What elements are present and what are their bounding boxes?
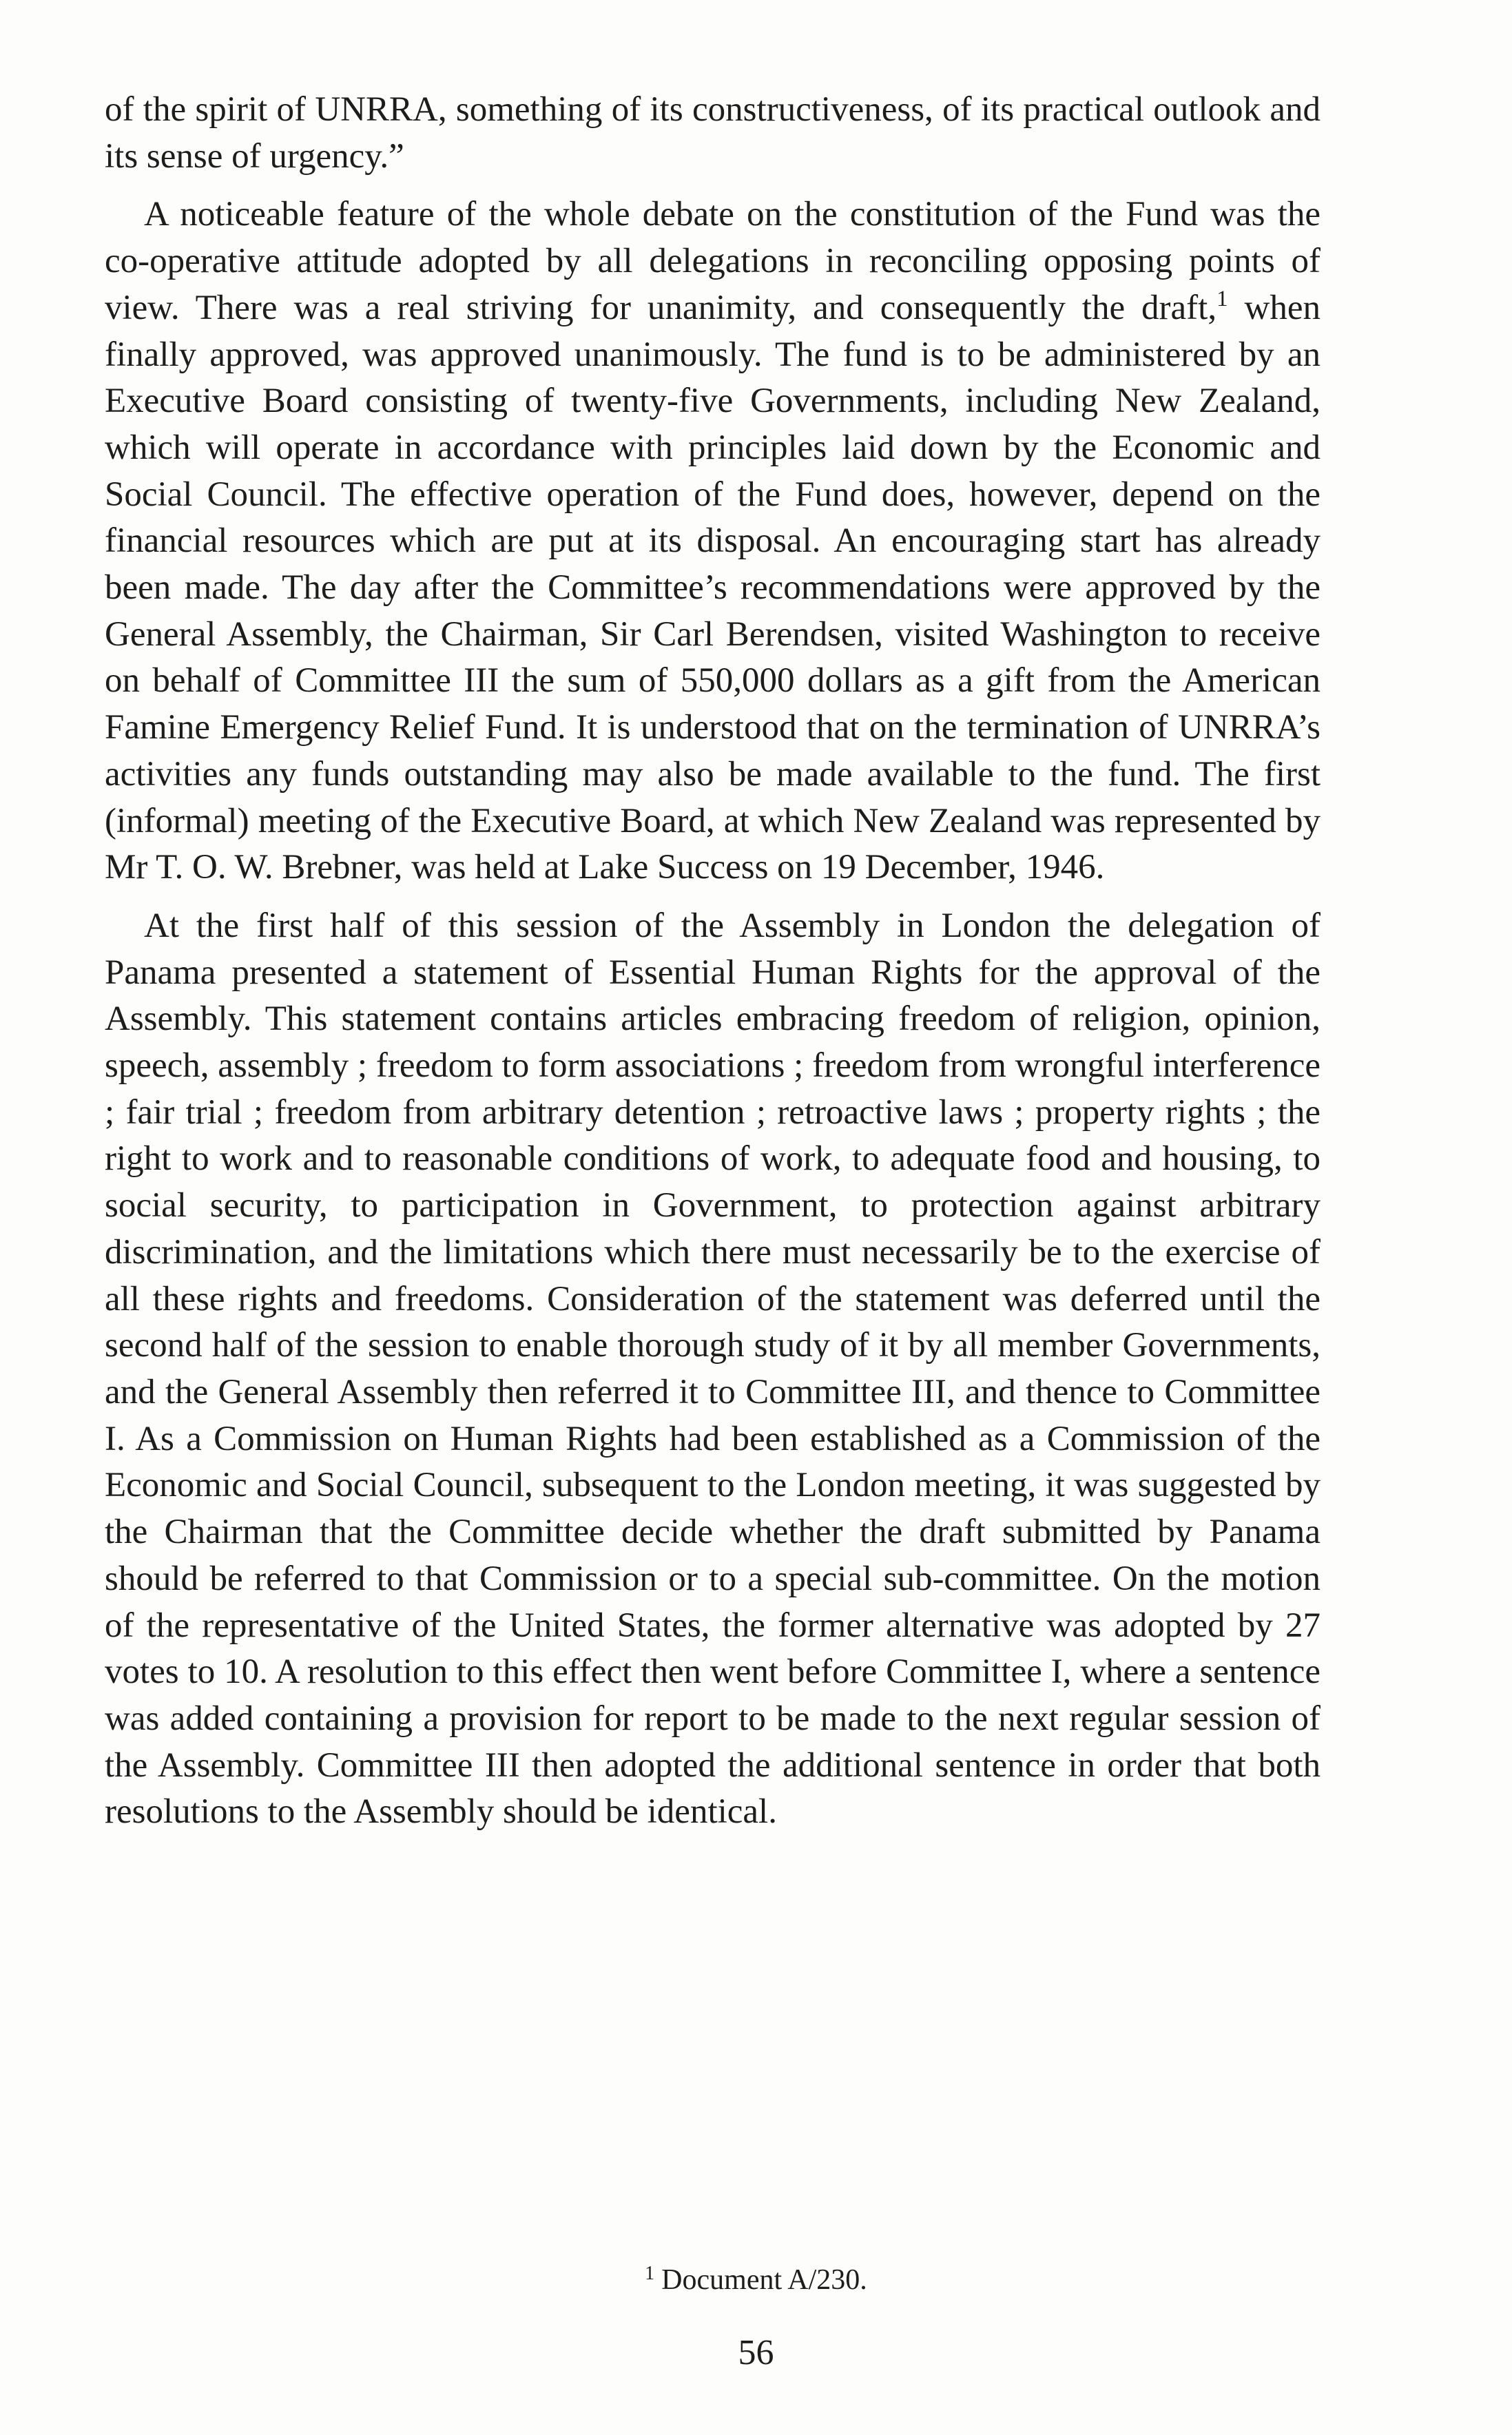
paragraph-text: when finally approved, was approved unanimously. The fund is to be administered by an Executive Board consisting of twenty-five Governments, including New Zealand, which will operate in accordance with principles laid down by the Economic and Social Council. The effective operation of the Fund does, however, depend on the financial resources which are put at its disposal. An encouraging start has already been made. The day after the Committee’s recommendations were approved by the General Assembly, the Chairman, Sir Carl Berendsen, visited Washington to receive on behalf of Committee III the sum of 550,000 dollars as a gift from the American Famine Emergency Relief Fund. It is understood that on the termination of UNRRA’s activities any funds outstanding may also be made available to the fund. The first (informal) meeting of the Executive Board, at which New Zealand was represented by Mr T. O. W. Brebner, was held at Lake Success on 19 December, 1946. [105,288,1321,887]
footnote-reference: 1 [1216,286,1228,311]
paragraph-text: A noticeable feature of the whole debate on the constitution of the Fund was the co-operative attitude adopted by all delegations in reconciling opposing points of view. There was a real striving for unanimity, and consequently the draft, [105,195,1321,327]
paragraph-continuation: of the spirit of UNRRA, something of its constructiveness, of its practical outlook and its sense of urgency.” [105,90,1321,176]
footnote-text: Document A/230. [661,2264,867,2296]
footnote [0,2263,1512,2297]
page-number: 56 [738,2333,774,2372]
paragraph-human-rights: At the first half of this session of the Assembly in London the delegation of Panama presented a statement of Essential Human Rights for the approval of the Assembly. This statement contains articles embracing freedom of religion, opinion, speech, assembly ; freedom to form associations ; freedom from wrongful interference ; fair trial ; freedom from arbitrary detention ; retroactive laws ; property rights ; the right to work and to reasonable conditions of work, to adequate food and housing, to social security, to participation in Government, to protection against arbitrary discrimination, and the limitations which there must necessarily be to the exercise of all these rights and freedoms. Consideration of the statement was deferred until the second half of the session to enable thorough study of it by all member Governments, and the General Assembly then referred it to Committee III, and thence to Committee I. As a Commission on Human Rights had been established as a Commission of the Economic and Social Council, subsequent to the London meeting, it was suggested by the Chairman that the Committee decide whether the draft submitted by Panama should be referred to that Commission or to a special sub-committee. On the motion of the representative of the United States, the former alternative was adopted by 27 votes to 10. A resolution to this effect then went before Committee I, where a sentence was added containing a provision for report to be made to the next regular session of the Assembly. Committee III then adopted the additional sentence in order that both resolutions to the Assembly should be identical. [105,906,1321,1832]
paragraph-fund-constitution [105,191,1321,891]
footnote-marker: 1 [645,2263,655,2284]
body-text [105,87,1321,1836]
